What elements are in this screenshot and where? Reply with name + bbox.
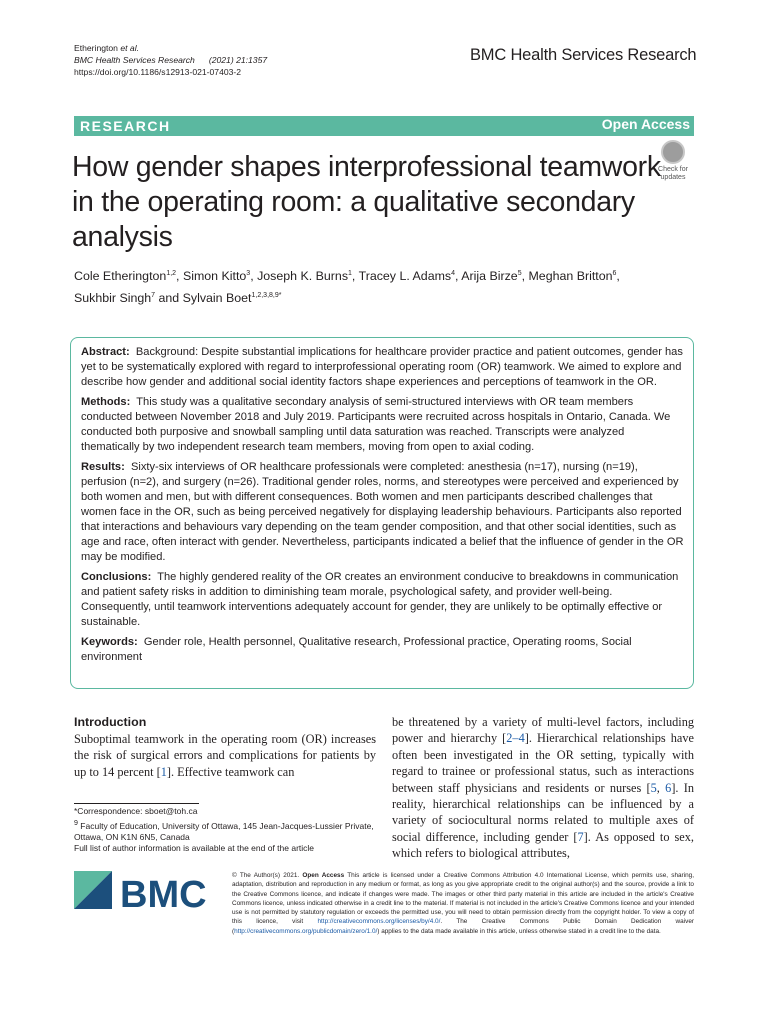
doi-link[interactable]: https://doi.org/10.1186/s12913-021-07403-2: [74, 67, 242, 77]
abstract: [81, 345, 685, 670]
year-volume: (2021) 21:1357: [208, 55, 268, 65]
section-heading-introduction: Introduction: [74, 715, 147, 729]
author: Tracey L. Adams$^4$,: [358, 269, 462, 284]
author-list: [74, 264, 694, 308]
open-access-label: Open Access: [601, 116, 690, 132]
citation-link[interactable]: 5: [650, 780, 657, 795]
abstract-results: Results: Sixty-six interviews of OR healthcare professionals were completed: anesthesia (n=17), nursing (n=19), perfusion (n=2), and surgery (n=26). Traditional gender roles, norms, and stereotypes were perceived and experienced by both women and men, but with different consequences. Both women and men participants described challenges that women face in the OR, such as being perceived negatively for displaying leadership behaviours. Participants also reported that interactions and behaviours vary depending on the team gender composition, and that other social identities, such as age and race, often interact with gender. Nevertheless, participants indicated a belief that the influence of gender in the OR may be modified.: [81, 461, 684, 563]
article-title: How gender shapes interprofessional teamwork in the operating room: a qualitative secondary analysis: [72, 151, 661, 253]
bmc-logo-text: BMC: [120, 874, 207, 916]
citation-link[interactable]: 2–4: [506, 731, 525, 746]
article-meta: [74, 42, 267, 78]
license-text: © The Author(s) 2021. Open Access This article is licensed under a Creative Commons Attribution 4.0 International License, which permits use, sharing, adaptation, distribution and reproduction in any medium or format, as long as you give appropriate credit to the original author(s) and the source, provide a link to the Creative Commons licence, and indicate if changes were made. The images or other third party material in this article are included in the article's Creative Commons licence, unless indicated otherwise in a credit line to the material. If material is not included in the article's Creative Commons licence and your intended use is not permitted by statutory regulation or exceeds the permitted use, you will need to obtain permission directly from the copyright holder. To view a copy of this licence, visit http://creativecommons.org/licenses/by/4.0/. The Creative Commons Public Domain Dedication waiver (http://creativecommons.org/publicdomain/zero/1.0/) applies to the data made available in this article, unless otherwise stated in a credit line to the data.: [232, 872, 695, 935]
abstract-conclusions: Conclusions: The highly gendered reality of the OR creates an environment conducive to breakdowns in communication and patient safety risks in addition to diminishing team morale, psychological safety, and provider well-being. Consequently, until teamwork interventions adequately account for gender, they are unlikely to be optimally effective or sustainable.: [81, 571, 679, 628]
citation-link[interactable]: 6: [665, 780, 672, 795]
check-for-updates-button[interactable]: [651, 140, 695, 180]
bmc-logo-mark: [74, 869, 214, 927]
abstract-keywords: Keywords: Gender role, Health personnel, Qualitative research, Professional practice, Operating rooms, Social environment: [81, 636, 632, 663]
correspondence: *Correspondence: sboet@toh.ca: [74, 806, 198, 816]
citation-link[interactable]: 1: [160, 764, 167, 779]
intro-left-column: [74, 714, 376, 780]
check-updates-line1: Check for: [658, 166, 688, 173]
author: Joseph K. Burns$^1$,: [257, 269, 359, 284]
author: Sylvain Boet$^{1,2,3,8,9*}$: [182, 291, 282, 306]
journal-name: BMC Health Services Research: [470, 46, 697, 64]
abstract-methods: Methods: This study was a qualitative secondary analysis of semi-structured interviews with OR team members conducted between November 2018 and July 2019. Participants were recruited across hospitals in Ontario, Canada. We conducted both purposive and snowball sampling until data saturation was reached. Transcripts were analyzed thematically by two independent research team members, moving from open to axial coding.: [81, 396, 671, 453]
author: Simon Kitto$^3$,: [182, 269, 258, 284]
check-updates-line2: updates: [660, 174, 686, 181]
affiliation: $^9$ Faculty of Education, University of Ottawa, 145 Jean-Jacques-Lussier Private, Ottawa, ON K1N 6N5, Canada: [74, 818, 374, 842]
check-updates-icon: [661, 140, 685, 164]
intro-paragraph-right: be threatened by a variety of multi-level factors, including power and hierarchy [2–4]. Hierarchical relationships have often been investigated in the OR setting, typically with regard to trainee or professional status, such as interactions between staff physicians and residents or nurses [5, 6]. In reality, hierarchical relationships can be influenced by a variety of sociocultural norms related to multiple axes of social difference, including gender [7]. As opposed to sex, which refers to biological attributes,: [392, 715, 694, 861]
bmc-logo: [74, 869, 214, 927]
intro-right-column: [392, 714, 694, 862]
author: Meghan Britton$^6$,: [528, 269, 620, 284]
public-domain-link[interactable]: http://creativecommons.org/publicdomain/zero/1.0/: [234, 927, 378, 935]
author: Sukhbir Singh$^7$ and: [74, 291, 183, 306]
citation-link[interactable]: 7: [577, 829, 584, 844]
intro-paragraph-left: Suboptimal teamwork in the operating room (OR) increases the risk of surgical errors and complications for patients by up to 14 percent [1]. Effective teamwork can: [74, 732, 376, 779]
footnote-divider: [74, 803, 199, 804]
abstract-background: Abstract: Background: Despite substantial implications for healthcare provider practice and patient outcomes, gender has yet to be systematically explored with regard to interprofessional operating room (OR) teamwork. We aimed to explore and describe how gender and additional social identity factors shape experiences and perceptions of teamwork in the OR.: [81, 346, 683, 388]
section-label: RESEARCH: [80, 118, 171, 134]
et-al: et al.: [120, 43, 139, 53]
full-list-note: Full list of author information is available at the end of the article: [74, 843, 315, 854]
author: Cole Etherington$^{1,2}$,: [74, 269, 183, 284]
lead-author: Etherington: [74, 43, 118, 53]
journal-short: BMC Health Services Research: [74, 55, 195, 65]
footnotes: [74, 806, 374, 855]
author: Arija Birze$^5$,: [461, 269, 529, 284]
license-link[interactable]: http://creativecommons.org/licenses/by/4.0/: [317, 918, 441, 926]
